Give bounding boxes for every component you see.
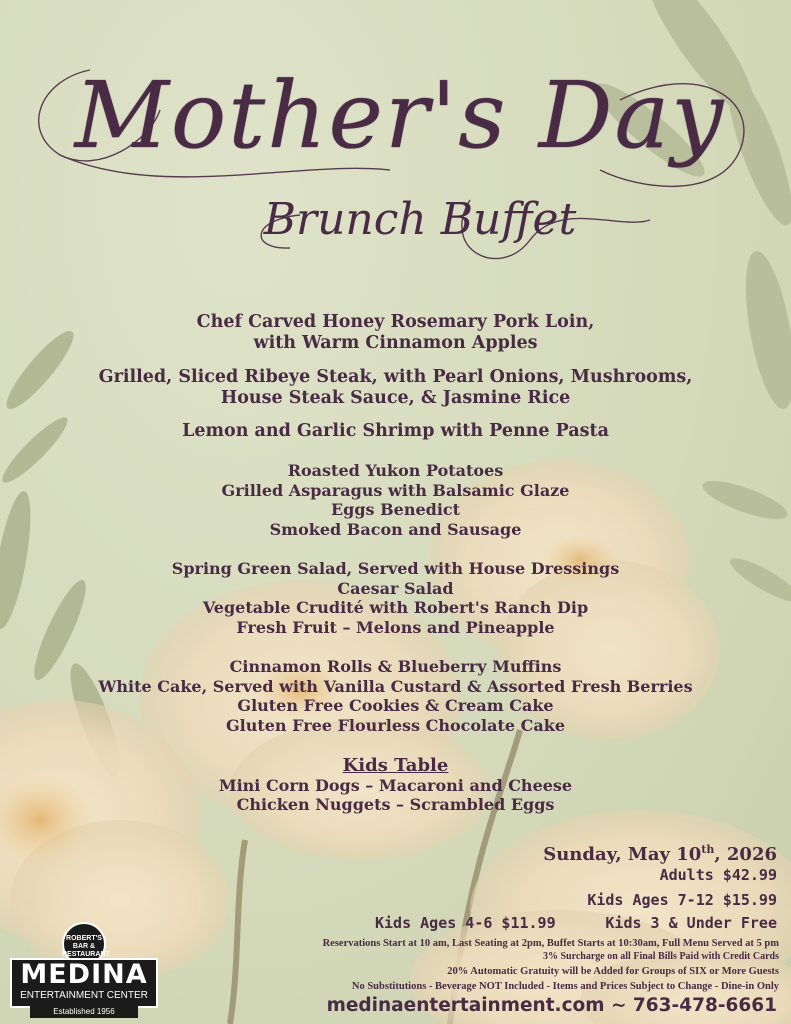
menu-line: Gluten Free Cookies & Cream Cake [237,696,554,715]
price-adults: Adults $42.99 [659,866,777,884]
kids-table-heading: Kids Table [342,755,449,776]
menu-line: Cinnamon Rolls & Blueberry Muffins [229,657,562,676]
menu-group-desserts [40,657,751,735]
event-date-year: , 2026 [714,844,777,865]
logo-name: MEDINA [20,959,148,990]
menu-group-steak [40,367,751,409]
menu-line: Chicken Nuggets – Scrambled Eggs [236,795,555,814]
menu-line: Spring Green Salad, Served with House Dressings [171,559,620,578]
menu-group-shrimp [40,421,751,442]
menu-line: Lemon and Garlic Shrimp with Penne Pasta [182,421,609,441]
menu-group-salads [40,559,751,637]
price-kids-7-12: Kids Ages 7-12 $15.99 [587,891,777,909]
menu-line: Roasted Yukon Potatoes [287,461,504,480]
event-date [543,843,777,865]
logo-established: Established 1956 [30,1006,138,1018]
menu-line: with Warm Cinnamon Apples [253,333,538,353]
menu-line: Gluten Free Flourless Chocolate Cake [225,715,565,735]
fine-print-policies: No Substitutions - Beverage NOT Included - Items and Prices Subject to Change - Dine-in Only [351,981,779,992]
poster-title: Mother's Day [74,62,726,169]
event-date-main: Sunday, May 10 [543,844,702,865]
event-date-ordinal: th [701,843,715,856]
menu-line: Grilled Asparagus with Balsamic Glaze [221,480,570,500]
logo-subtitle: ENTERTAINMENT CENTER [20,990,148,1001]
poster-subtitle: Brunch Buffet [263,194,577,245]
menu-line: Mini Corn Dogs – Macaroni and Cheese [218,775,573,795]
menu-line: House Steak Sauce, & Jasmine Rice [220,388,571,408]
fine-print-gratuity: 20% Automatic Gratuity will be Added for Groups of SIX or More Guests [447,966,779,977]
menu-group-sides [40,461,751,539]
menu-line: White Cake, Served with Vanilla Custard & Assorted Fresh Berries [98,676,693,696]
medina-logo [10,922,158,1018]
menu-line: Caesar Salad [337,578,454,598]
menu-line: Vegetable Crudité with Robert's Ranch Dip [202,598,589,617]
menu-line: Fresh Fruit – Melons and Pineapple [236,617,555,637]
menu-line: Chef Carved Honey Rosemary Pork Loin, [196,312,595,332]
fine-print-surcharge: 3% Surcharge on all Final Bills Paid with Credit Cards [542,951,779,962]
price-kids-3-under: Kids 3 & Under Free [605,914,777,932]
menu-group-pork [40,312,751,354]
menu-line: Grilled, Sliced Ribeye Steak, with Pearl Onions, Mushrooms, [98,367,693,387]
menu-line: Smoked Bacon and Sausage [269,519,522,539]
website-phone[interactable]: medinaentertainment.com ~ 763-478-6661 [326,995,777,1016]
menu-line: Eggs Benedict [330,500,461,519]
fine-print-reservations: Reservations Start at 10 am, Last Seating at 2pm, Buffet Starts at 10:30am, Full Menu Served at 5 pm [322,938,779,949]
menu-group-kids [40,756,751,815]
logo-badge-text: ROBERT'S BAR & RESTAURANT [62,935,110,958]
price-kids-4-6: Kids Ages 4-6 $11.99 [375,914,556,932]
